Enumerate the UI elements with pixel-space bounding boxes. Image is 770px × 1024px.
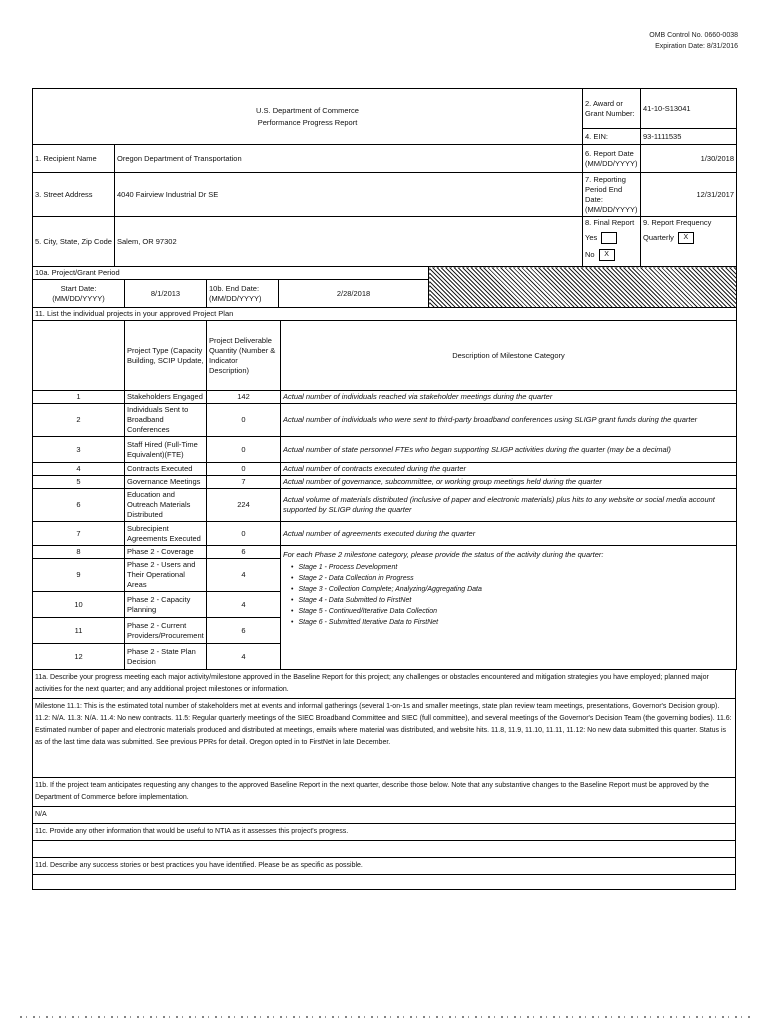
row-number: 5 (33, 476, 125, 489)
street-address-value[interactable]: 4040 Fairview Industrial Dr SE (115, 173, 583, 217)
milestone-description: Actual number of individuals reached via stakeholder meetings during the quarter (281, 391, 737, 404)
quarterly-label: Quarterly (643, 232, 674, 242)
phase-intro: For each Phase 2 milestone category, please provide the status of the activity during the quarter: (283, 550, 604, 559)
no-label: No (585, 249, 595, 259)
project-type: Phase 2 - Users and Their Operational Areas (125, 559, 207, 592)
milestone-description: Actual number of individuals who were sent to third-party broadband conferences using SLIGP grant funds during the quarter (281, 404, 737, 437)
phase-rows (33, 546, 737, 670)
no-checkbox[interactable]: X (599, 249, 615, 261)
project-type: Individuals Sent to Broadband Conferences (125, 404, 207, 437)
award-label: 2. Award or Grant Number: (583, 89, 641, 129)
row-number: 1 (33, 391, 125, 404)
question-11b: 11b. If the project team anticipates requesting any changes to the approved Baseline Report in the next quarter, describe those below. Note that any substantive changes to the Baseline Report must be approved by the Department of Commerce before implementation. (33, 778, 736, 807)
deliverable-quantity[interactable]: 6 (207, 618, 281, 644)
table-row (33, 391, 737, 404)
row-number: 3 (33, 437, 125, 463)
milestone-description: Actual number of agreements executed during the quarter (281, 522, 737, 546)
report-frequency-label: 9. Report Frequency (643, 218, 712, 227)
deliverable-quantity[interactable]: 224 (207, 489, 281, 522)
end-date-value[interactable]: 2/28/2018 (279, 280, 429, 308)
deliverable-quantity[interactable]: 4 (207, 592, 281, 618)
form-title-line1: U.S. Department of Commerce (256, 105, 359, 115)
projects-section-label: 11. List the individual projects in your approved Project Plan (33, 308, 737, 321)
row-number: 2 (33, 404, 125, 437)
project-type: Phase 2 - Coverage (125, 546, 207, 559)
project-type: Phase 2 - Capacity Planning (125, 592, 207, 618)
report-date-value[interactable]: 1/30/2018 (641, 145, 737, 173)
ein-value[interactable]: 93-1111535 (641, 129, 737, 145)
description-header: Description of Milestone Category (281, 321, 737, 391)
omb-info (649, 30, 738, 52)
table-row (33, 404, 737, 437)
row-number: 9 (33, 559, 125, 592)
deliverable-quantity[interactable]: 7 (207, 476, 281, 489)
row-number: 12 (33, 644, 125, 670)
scan-artifact-line (20, 1016, 750, 1018)
period-end-value[interactable]: 12/31/2017 (641, 173, 737, 217)
answer-11d[interactable] (33, 875, 736, 890)
milestone-description: Actual number of governance, subcommittee, or working group meetings held during the quarter (281, 476, 737, 489)
deliverable-quantity[interactable]: 6 (207, 546, 281, 559)
deliverable-header: Project Deliverable Quantity (Number & Indicator Description) (207, 321, 281, 391)
final-report-label: 8. Final Report (585, 218, 635, 227)
start-date-value[interactable]: 8/1/2013 (125, 280, 207, 308)
project-type: Education and Outreach Materials Distributed (125, 489, 207, 522)
row-number: 7 (33, 522, 125, 546)
recipient-name-label: 1. Recipient Name (33, 145, 115, 173)
shaded-area (429, 267, 737, 308)
report-frequency-cell (641, 217, 737, 267)
stage-item: • Stage 2 - Data Collection in Progress (291, 573, 734, 584)
project-type-header: Project Type (Capacity Building, SCIP Update, (125, 321, 207, 391)
row-number: 11 (33, 618, 125, 644)
row-number: 4 (33, 463, 125, 476)
table-row (33, 437, 737, 463)
stage-item: • Stage 5 - Continued/Iterative Data Collection (291, 606, 734, 617)
deliverable-quantity[interactable]: 4 (207, 559, 281, 592)
answer-11c[interactable] (33, 841, 736, 858)
phase-status-description (281, 546, 737, 670)
project-type: Subrecipient Agreements Executed (125, 522, 207, 546)
num-header (33, 321, 125, 391)
deliverable-quantity[interactable]: 0 (207, 404, 281, 437)
stage-item: • Stage 6 - Submitted Iterative Data to FirstNet (291, 617, 734, 628)
project-type: Stakeholders Engaged (125, 391, 207, 404)
deliverable-quantity[interactable]: 4 (207, 644, 281, 670)
project-type: Governance Meetings (125, 476, 207, 489)
question-11d: 11d. Describe any success stories or best practices you have identified. Please be as specific as possible. (33, 858, 736, 875)
form-title (33, 89, 583, 145)
row-number: 10 (33, 592, 125, 618)
project-type: Staff Hired (Full-Time Equivalent)(FTE) (125, 437, 207, 463)
ein-label: 4. EIN: (583, 129, 641, 145)
question-11c: 11c. Provide any other information that would be useful to NTIA as it assesses this project's progress. (33, 824, 736, 841)
city-state-zip-label: 5. City, State, Zip Code (33, 217, 115, 267)
projects-table (32, 320, 737, 670)
report-date-label: 6. Report Date (MM/DD/YYYY) (583, 145, 641, 173)
recipient-name-value[interactable]: Oregon Department of Transportation (115, 145, 583, 173)
question-11a: 11a. Describe your progress meeting each major activity/milestone approved in the Baseline Report for this project; any challenges or obstacles encountered and mitigation strategies you have employed; planned major activities for the next quarter; and any additional project milestones or information. (33, 670, 736, 699)
omb-control: OMB Control No. 0660-0038 (649, 32, 738, 39)
stage-item: • Stage 3 - Collection Complete; Analyzing/Aggregating Data (291, 584, 734, 595)
project-period-label: 10a. Project/Grant Period (33, 267, 429, 280)
stage-item: • Stage 1 - Process Development (291, 562, 734, 573)
answer-11a[interactable]: Milestone 11.1: This is the estimated total number of stakeholders met at events and informal gatherings (several 1-on-1s and smaller meetings, state plan review team meetings, presentations, Governor's Decision group). 11.2: N/A. 11.3: N/A. 11.4: No new contracts. 11.5: Regular quarterly meetings of the SIEC Broadband Committee and SIEC (full committee), and several meetings of the Governor's Decision Team (the governing bodies). 11.6: Estimated number of paper and electronic materials produced and distributed at meetings, emails where material was distributed, and website hits. 11.8, 11.9, 11.10, 11.11, 11.12: No new data submitted this quarter. Status is as of the last time data was submitted. See previous PPRs for detail. Oregon opted in to FirstNet in late December. (33, 699, 736, 778)
answer-11b[interactable]: N/A (33, 807, 736, 824)
milestone-description: Actual number of state personnel FTEs who began supporting SLIGP activities during the quarter (may be a decimal) (281, 437, 737, 463)
deliverable-quantity[interactable]: 0 (207, 522, 281, 546)
yes-label: Yes (585, 232, 598, 242)
end-date-label: 10b. End Date: (MM/DD/YYYY) (207, 280, 279, 308)
table-row (33, 546, 737, 559)
project-type: Contracts Executed (125, 463, 207, 476)
project-type: Phase 2 - Current Providers/Procurement (125, 618, 207, 644)
stage-item: • Stage 4 - Data Submitted to FirstNet (291, 595, 734, 606)
deliverable-quantity[interactable]: 0 (207, 463, 281, 476)
period-end-label: 7. Reporting Period End Date: (MM/DD/YYYY) (583, 173, 641, 217)
yes-checkbox[interactable] (601, 232, 617, 244)
deliverable-quantity[interactable]: 142 (207, 391, 281, 404)
start-date-label: Start Date: (MM/DD/YYYY) (33, 280, 125, 308)
period-table (32, 266, 737, 321)
street-address-label: 3. Street Address (33, 173, 115, 217)
table-row (33, 463, 737, 476)
milestone-rows (33, 391, 737, 546)
performance-progress-report-form (32, 88, 736, 890)
milestone-description: Actual number of contracts executed during the quarter (281, 463, 737, 476)
project-type: Phase 2 - State Plan Decision (125, 644, 207, 670)
milestone-description: Actual volume of materials distributed (inclusive of paper and electronic materials) plus hits to any website or social media account supported by SLIGP during the quarter (281, 489, 737, 522)
narrative-table (32, 669, 736, 890)
table-row (33, 489, 737, 522)
row-number: 6 (33, 489, 125, 522)
stage-list (291, 562, 734, 628)
omb-expiration: Expiration Date: 8/31/2016 (655, 43, 738, 50)
header-table (32, 88, 737, 267)
city-state-zip-value[interactable]: Salem, OR 97302 (115, 217, 583, 267)
award-value[interactable]: 41-10-S13041 (641, 89, 737, 129)
final-report-cell (583, 217, 641, 267)
deliverable-quantity[interactable]: 0 (207, 437, 281, 463)
table-row (33, 522, 737, 546)
form-title-line2: Performance Progress Report (257, 117, 358, 127)
table-row (33, 476, 737, 489)
quarterly-checkbox[interactable]: X (678, 232, 694, 244)
row-number: 8 (33, 546, 125, 559)
